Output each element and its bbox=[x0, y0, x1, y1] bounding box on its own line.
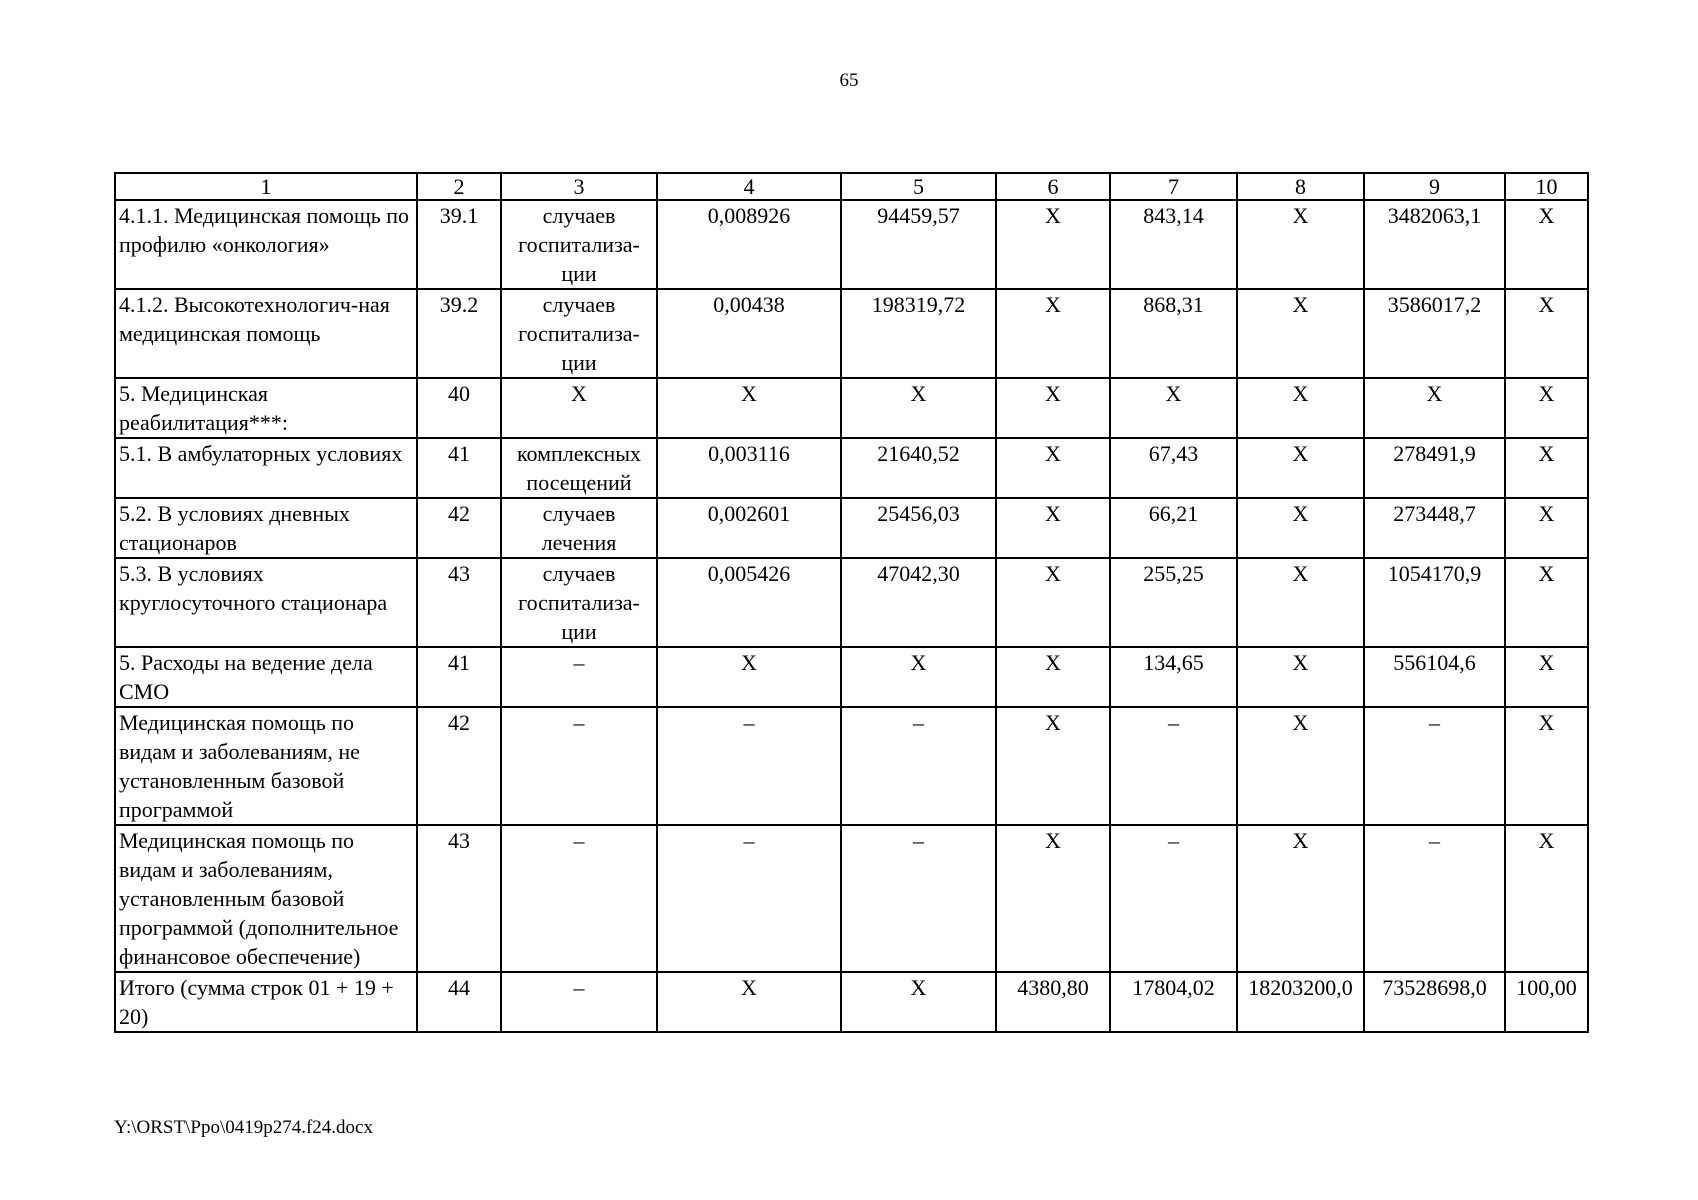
table-cell: 278491,9 bbox=[1364, 438, 1505, 498]
table-cell: Х bbox=[1505, 647, 1588, 707]
row-label: 5. Расходы на ведение дела СМО bbox=[115, 647, 417, 707]
table-row bbox=[115, 647, 1588, 707]
table-cell: Х bbox=[1237, 438, 1364, 498]
table-cell: Х bbox=[1364, 378, 1505, 438]
unit-cell: – bbox=[501, 707, 657, 825]
table-cell: 66,21 bbox=[1110, 498, 1237, 558]
table-cell: 273448,7 bbox=[1364, 498, 1505, 558]
unit-cell: случаев госпитализа-ции bbox=[501, 558, 657, 647]
table-cell: 17804,02 bbox=[1110, 972, 1237, 1032]
table-cell: 255,25 bbox=[1110, 558, 1237, 647]
column-number-3: 3 bbox=[501, 173, 657, 200]
table-cell: Х bbox=[657, 647, 841, 707]
table-cell: Х bbox=[996, 707, 1110, 825]
data-table bbox=[114, 172, 1589, 1033]
column-number-5: 5 bbox=[841, 173, 996, 200]
table-row bbox=[115, 378, 1588, 438]
table-row-total bbox=[115, 972, 1588, 1032]
table-cell: – bbox=[657, 825, 841, 972]
table-cell: 1054170,9 bbox=[1364, 558, 1505, 647]
table-cell: Х bbox=[1237, 707, 1364, 825]
table-cell: Х bbox=[1505, 438, 1588, 498]
table-cell: Х bbox=[996, 438, 1110, 498]
table-cell: 0,005426 bbox=[657, 558, 841, 647]
table-cell: 843,14 bbox=[1110, 200, 1237, 289]
table-row bbox=[115, 498, 1588, 558]
table-cell: Х bbox=[1237, 200, 1364, 289]
table-cell: 0,002601 bbox=[657, 498, 841, 558]
row-label: Итого (сумма строк 01 + 19 + 20) bbox=[115, 972, 417, 1032]
table-cell: Х bbox=[996, 498, 1110, 558]
table-cell: Х bbox=[1505, 200, 1588, 289]
table-cell: Х bbox=[841, 378, 996, 438]
table-cell: – bbox=[1110, 707, 1237, 825]
table-cell: Х bbox=[1505, 289, 1588, 378]
unit-cell: – bbox=[501, 972, 657, 1032]
row-code: 39.1 bbox=[417, 200, 501, 289]
table-cell: Х bbox=[1237, 825, 1364, 972]
table-cell: Х bbox=[996, 200, 1110, 289]
table-cell: 100,00 bbox=[1505, 972, 1588, 1032]
table-cell: 67,43 bbox=[1110, 438, 1237, 498]
table-cell: 94459,57 bbox=[841, 200, 996, 289]
row-code: 42 bbox=[417, 498, 501, 558]
column-number-9: 9 bbox=[1364, 173, 1505, 200]
table-cell: – bbox=[841, 707, 996, 825]
unit-cell: – bbox=[501, 825, 657, 972]
unit-cell: случаев лечения bbox=[501, 498, 657, 558]
table-cell: Х bbox=[1237, 498, 1364, 558]
row-label: Медицинская помощь по видам и заболеваниям, установленным базовой программой (дополнительное финансовое обеспечение) bbox=[115, 825, 417, 972]
table-cell: Х bbox=[1505, 558, 1588, 647]
table-cell: 4380,80 bbox=[996, 972, 1110, 1032]
column-number-7: 7 bbox=[1110, 173, 1237, 200]
table-cell: Х bbox=[657, 378, 841, 438]
table-row bbox=[115, 558, 1588, 647]
footer-file-path: Y:\ORST\Ppo\0419p274.f24.docx bbox=[114, 1117, 373, 1138]
table-cell: Х bbox=[996, 647, 1110, 707]
table-cell: 0,008926 bbox=[657, 200, 841, 289]
table-cell: Х bbox=[657, 972, 841, 1032]
unit-cell: случаев госпитализа-ции bbox=[501, 200, 657, 289]
row-code: 41 bbox=[417, 438, 501, 498]
unit-cell: случаев госпитализа-ции bbox=[501, 289, 657, 378]
unit-cell: – bbox=[501, 647, 657, 707]
table-row bbox=[115, 825, 1588, 972]
table-row bbox=[115, 200, 1588, 289]
table-cell: Х bbox=[996, 378, 1110, 438]
table-cell: Х bbox=[996, 289, 1110, 378]
table-cell: 0,003116 bbox=[657, 438, 841, 498]
column-number-1: 1 bbox=[115, 173, 417, 200]
table-cell: 3482063,1 bbox=[1364, 200, 1505, 289]
column-number-8: 8 bbox=[1237, 173, 1364, 200]
table-cell: 18203200,0 bbox=[1237, 972, 1364, 1032]
table-cell: 198319,72 bbox=[841, 289, 996, 378]
table-cell: 134,65 bbox=[1110, 647, 1237, 707]
table-cell: 21640,52 bbox=[841, 438, 996, 498]
row-label: 5.2. В условиях дневных стационаров bbox=[115, 498, 417, 558]
table-cell: 73528698,0 bbox=[1364, 972, 1505, 1032]
table-cell: – bbox=[1110, 825, 1237, 972]
table-header-row bbox=[115, 173, 1588, 200]
table-cell: Х bbox=[1237, 378, 1364, 438]
column-number-4: 4 bbox=[657, 173, 841, 200]
table-cell: Х bbox=[841, 972, 996, 1032]
column-number-6: 6 bbox=[996, 173, 1110, 200]
table-row bbox=[115, 707, 1588, 825]
table-cell: Х bbox=[996, 558, 1110, 647]
table-row bbox=[115, 289, 1588, 378]
column-number-2: 2 bbox=[417, 173, 501, 200]
row-code: 43 bbox=[417, 825, 501, 972]
unit-cell: Х bbox=[501, 378, 657, 438]
table-cell: – bbox=[841, 825, 996, 972]
table-cell: Х bbox=[1505, 825, 1588, 972]
row-label: 4.1.1. Медицинская помощь по профилю «онкология» bbox=[115, 200, 417, 289]
table-cell: Х bbox=[1505, 707, 1588, 825]
row-code: 44 bbox=[417, 972, 501, 1032]
row-label: 5.3. В условиях круглосуточного стационара bbox=[115, 558, 417, 647]
table-row bbox=[115, 438, 1588, 498]
table-cell: Х bbox=[1110, 378, 1237, 438]
table-cell: 868,31 bbox=[1110, 289, 1237, 378]
table-cell: 0,00438 bbox=[657, 289, 841, 378]
table-cell: – bbox=[657, 707, 841, 825]
column-number-10: 10 bbox=[1505, 173, 1588, 200]
row-code: 40 bbox=[417, 378, 501, 438]
table-cell: – bbox=[1364, 707, 1505, 825]
table-cell: Х bbox=[1237, 558, 1364, 647]
table-cell: Х bbox=[1505, 378, 1588, 438]
page-number: 65 bbox=[839, 70, 859, 91]
row-label: Медицинская помощь по видам и заболеваниям, не установленным базовой программой bbox=[115, 707, 417, 825]
row-label: 5.1. В амбулаторных условиях bbox=[115, 438, 417, 498]
table-cell: 3586017,2 bbox=[1364, 289, 1505, 378]
table-cell: 47042,30 bbox=[841, 558, 996, 647]
table-cell: 556104,6 bbox=[1364, 647, 1505, 707]
row-code: 41 bbox=[417, 647, 501, 707]
row-code: 39.2 bbox=[417, 289, 501, 378]
table-cell: Х bbox=[996, 825, 1110, 972]
table-cell: Х bbox=[1237, 289, 1364, 378]
row-label: 5. Медицинская реабилитация***: bbox=[115, 378, 417, 438]
row-code: 43 bbox=[417, 558, 501, 647]
table-cell: Х bbox=[1505, 498, 1588, 558]
table-cell: 25456,03 bbox=[841, 498, 996, 558]
table-cell: – bbox=[1364, 825, 1505, 972]
row-code: 42 bbox=[417, 707, 501, 825]
row-label: 4.1.2. Высокотехнологич-ная медицинская помощь bbox=[115, 289, 417, 378]
unit-cell: комплексных посещений bbox=[501, 438, 657, 498]
table-cell: Х bbox=[1237, 647, 1364, 707]
table-cell: Х bbox=[841, 647, 996, 707]
